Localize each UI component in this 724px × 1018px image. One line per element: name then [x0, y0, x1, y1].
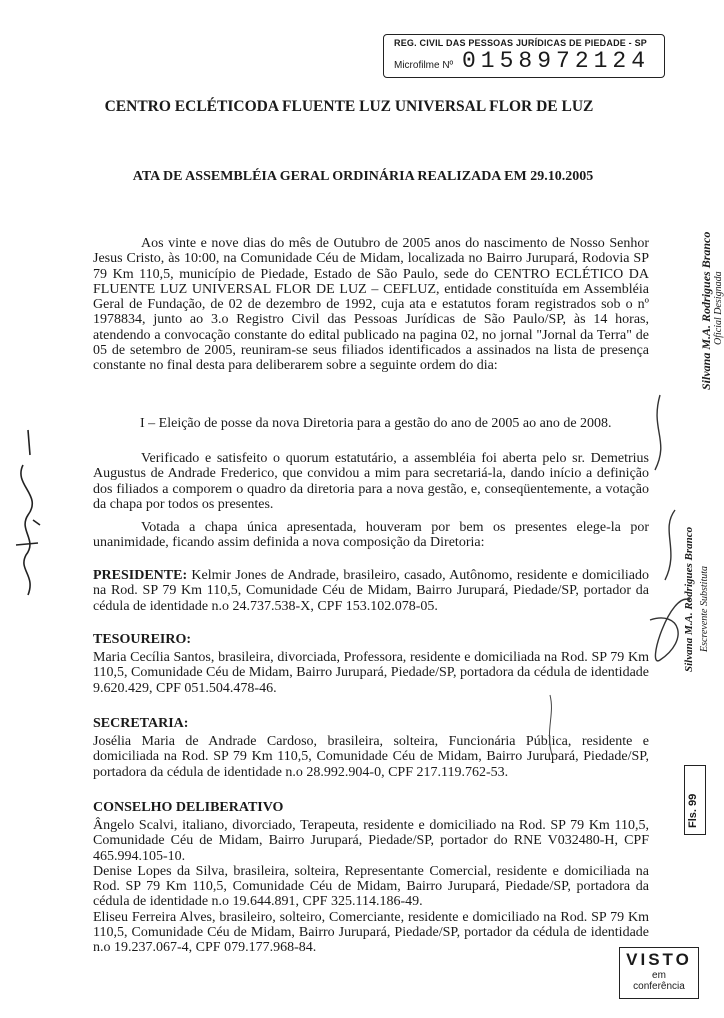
- vote-paragraph: Votada a chapa única apresentada, houveram por bem os presentes elege-la por unanimidade, ficando assim definida a nova composição da Diretoria:: [93, 520, 649, 551]
- intro-paragraph: Aos vinte e nove dias do mês de Outubro de 2005 anos do nascimento de Nosso Senhor Jesus Cristo, às 10:00, na Comunidade Céu de Midam, localizada no Bairro Jurupará, Rodovia SP 79 Km 110,5, município de Piedade, Estado de São Paulo, sede do CENTRO ECLÉTICO DA FLUENTE LUZ UNIVERSAL FLOR DE LUZ – CEFLUZ, entidade constituída em Assembléia Geral de Fundação, de 02 de dezembro de 1992, cuja ata e estatutos foram registrados sob o nº 1978834, junto ao 3.o Registro Civil das Pessoas Jurídicas de São Paulo/SP, às 14 horas, atendendo a convocação constante do edital publicado na pagina 02, no jornal "Jornal da Terra" de 05 de setembro de 2005, reuniram-se seus filiados identificados a assinados na lista de presença constante no final desta para deliberarem sobre a seguinte ordem do dia:: [93, 236, 649, 374]
- council-member: Eliseu Ferreira Alves, brasileiro, solteiro, Comerciante, residente e domiciliado na Rod. SP 79 Km 110,5, Comunidade Céu de Midam, Bairro Jurupará, Piedade/SP, portador da cédula de identidade n.o 19.237.067-4, CPF 079.177.968-84.: [93, 909, 649, 956]
- visto-line3: conferência: [633, 981, 685, 992]
- mark-line: [530, 690, 570, 760]
- page-number-text: Fls. 99: [687, 793, 699, 828]
- side-stamp-name-lower: Silvana M.A. Rodrigues Branco: [683, 526, 695, 672]
- visto-line1: VISTO: [626, 950, 692, 969]
- agenda-item: I – Eleição de posse da nova Diretoria para a gestão do ano de 2005 ao ano de 2008.: [140, 416, 612, 431]
- microfilm-label: Microfilme Nº: [394, 60, 454, 71]
- margin-signature: [8, 425, 48, 605]
- secretary-heading: SECRETARIA:: [93, 716, 189, 731]
- treasurer-heading: TESOUREIRO:: [93, 632, 192, 647]
- president-section: [93, 568, 649, 614]
- council-members: [93, 818, 649, 956]
- president-heading: PRESIDENTE:: [93, 568, 188, 583]
- quorum-paragraph: Verificado e satisfeito o quorum estatutário, a assembléia foi aberta pelo sr. Demetrius Augustus de Andrade Frederico, que convidou a mim para secretariá-la, dando início a definição dos filiados a comporem o quadro da diretoria para a nova gestão, e, conseqüentemente, a votação da chapa por todos os presentes.: [93, 451, 649, 512]
- council-member: Denise Lopes da Silva, brasileira, solteira, Representante Comercial, residente e domiciliada na Rod. SP 79 Km 110,5, Comunidade Céu de Midam, Bairro Jurupará, Piedade/SP, portadora da cédula de identidade n.o 19.644.891, CPF 325.114.186-49.: [93, 863, 649, 910]
- registry-stamp-header: REG. CIVIL DAS PESSOAS JURÍDICAS DE PIEDADE - SP: [394, 38, 647, 48]
- registry-stamp: [383, 34, 665, 78]
- secretary-text: Josélia Maria de Andrade Cardoso, brasileira, solteira, Funcionária Pública, residente e domiciliada na Rod. SP 79 Km 110,5, Comunidade Céu de Midam, Bairro Jurupará, Piedade/SP, portadora da cédula de identidade n.o 28.992.904-0, CPF 217.119.762-53.: [93, 734, 649, 780]
- visto-stamp: [619, 947, 699, 999]
- council-member: Ângelo Scalvi, italiano, divorciado, Terapeuta, residente e domiciliado na Rod. SP 79 Km 110,5, Comunidade Céu de Midam, Bairro Jurupará, Piedade/SP, portador do RNE V032480-H, CPF 465.994.105-10.: [93, 818, 649, 864]
- microfilm-number: 0158972124: [462, 48, 651, 74]
- side-stamp-role-lower: Escrevente Substituta: [699, 566, 710, 652]
- organization-title: CENTRO ECLÉTICODA FLUENTE LUZ UNIVERSAL FLOR DE LUZ: [104, 98, 594, 115]
- side-stamp-name-upper: Silvana M.A. Rodrigues Branco: [699, 231, 713, 390]
- treasurer-text: Maria Cecília Santos, brasileira, divorciada, Professora, residente e domiciliada na Rod. SP 79 Km 110,5, Comunidade Céu de Midam, Bairro Jurupará, Piedade/SP, portadora da cédula de identidade 9.620.429, CPF 051.504.478-46.: [93, 650, 649, 696]
- side-signature: [640, 390, 700, 670]
- side-stamp-role-upper: Oficial Designada: [713, 271, 724, 345]
- visto-line2: em: [652, 970, 666, 981]
- council-heading: CONSELHO DELIBERATIVO: [93, 800, 284, 815]
- president-text: Kelmir Jones de Andrade, brasileiro, casado, Autônomo, residente e domiciliado na Rod. SP 79 Km 110,5, Comunidade Céu de Midam, Bairro Jurupará, Piedade/SP, portador da cédula de identidade n.o 24.737.538-X, CPF 153.102.078-05.: [93, 568, 650, 614]
- page-number-stamp: [684, 765, 706, 835]
- minutes-title: ATA DE ASSEMBLÉIA GERAL ORDINÁRIA REALIZADA EM 29.10.2005: [132, 169, 594, 184]
